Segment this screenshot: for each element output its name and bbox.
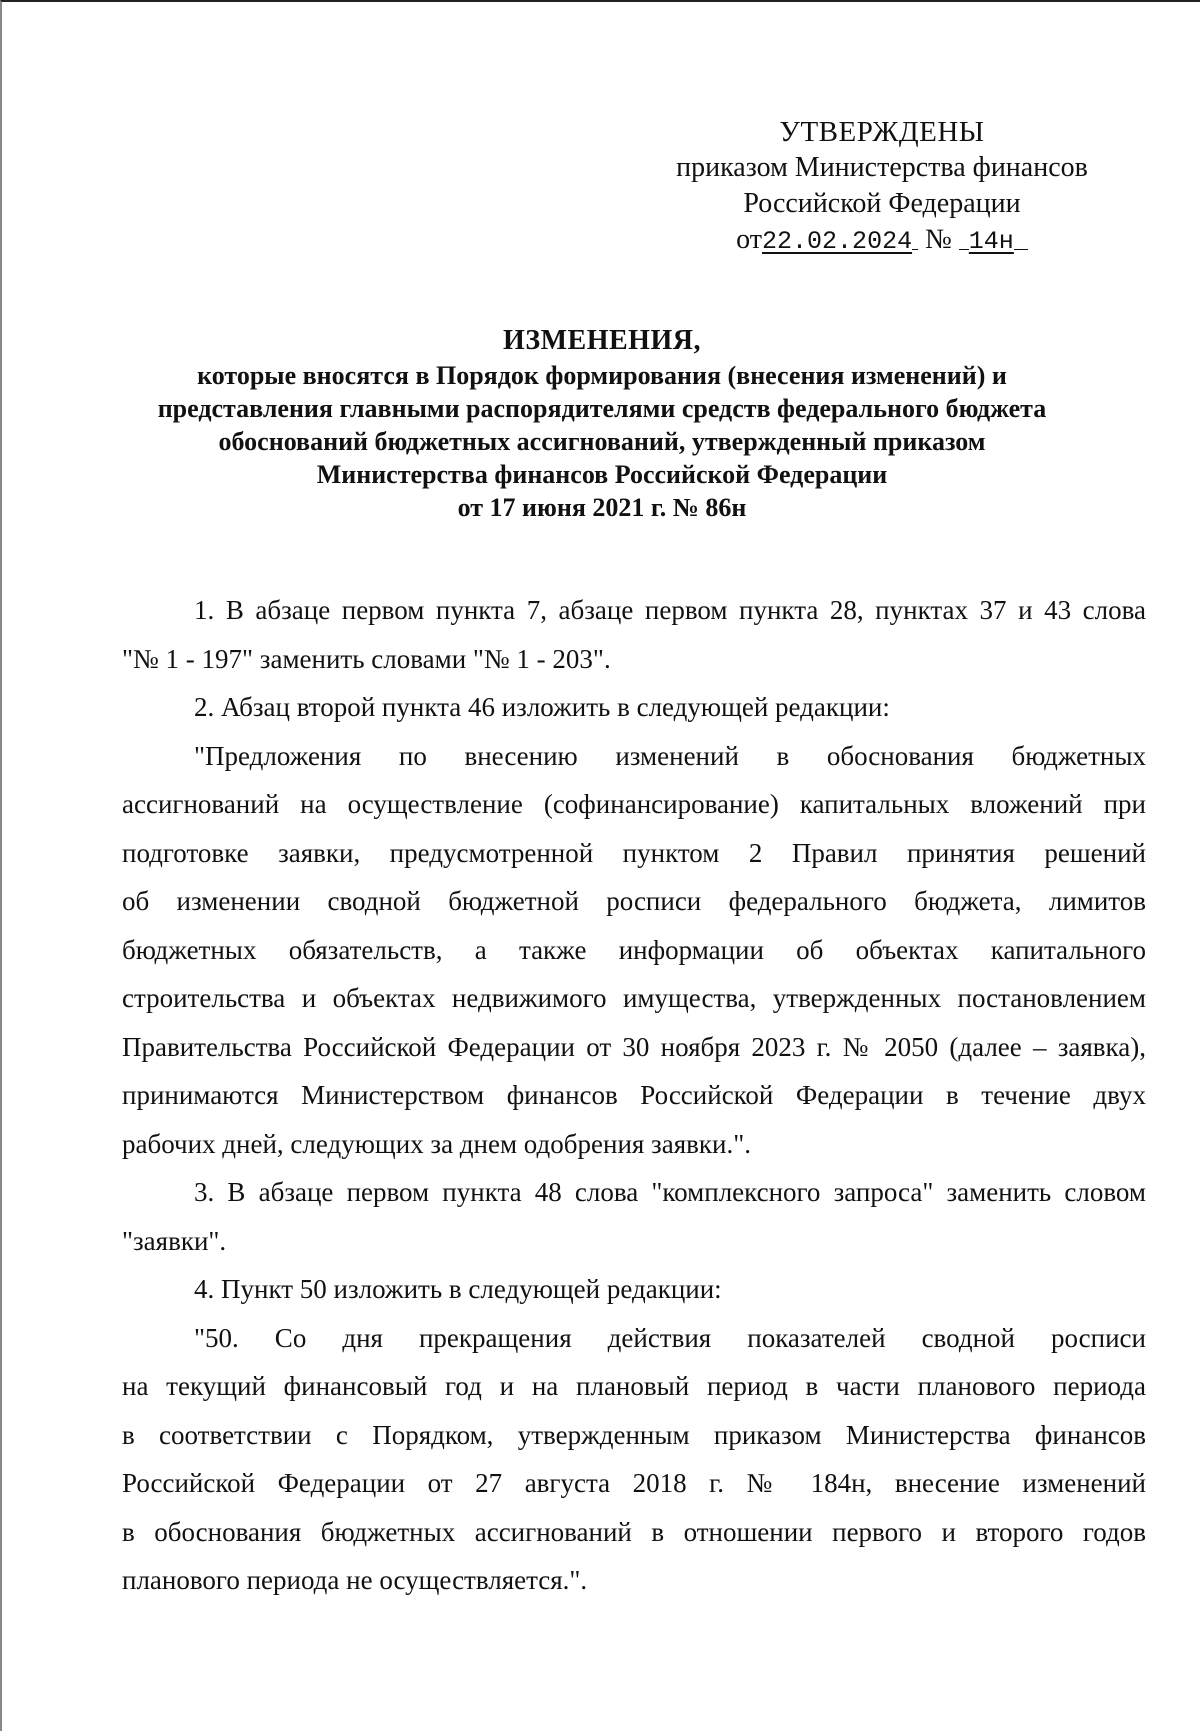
date-underline-pad: [912, 249, 918, 250]
paragraph-line: "№ 1 - 197" заменить словами "№ 1 - 203".: [122, 643, 611, 674]
paragraph-5: [122, 1265, 1146, 1314]
paragraph-line: рабочих дней, следующих за днем одобрения заявки.".: [122, 1128, 751, 1159]
paragraph-line: подготовке заявки, предусмотренной пунктом 2 Правил принятия решений: [122, 837, 1146, 868]
paragraph-1: [122, 586, 1146, 683]
approved-label: УТВЕРЖДЕНЫ: [779, 116, 985, 148]
title-heading: ИЗМЕНЕНИЯ,: [503, 325, 701, 356]
paragraph-3: [122, 732, 1146, 1169]
paragraph-line: 3. В абзаце первом пункта 48 слова "комплексного запроса" заменить словом: [194, 1177, 1146, 1207]
paragraph-line: об изменении сводной бюджетной росписи федерального бюджета, лимитов: [122, 886, 1146, 916]
paragraph-line: 4. Пункт 50 изложить в следующей редакции:: [194, 1274, 722, 1304]
paragraph-6: [122, 1314, 1146, 1605]
paragraph-line: ассигнований на осуществление (софинансирование) капитальных вложений при: [122, 789, 1146, 819]
title-line: Министерства финансов Российской Федерации: [316, 460, 888, 489]
paragraph-line: в соответствии с Порядком, утвержденным приказом Министерства финансов: [122, 1419, 1146, 1450]
document-title: [122, 324, 1082, 524]
approval-date-row: [642, 222, 1122, 260]
paragraph-line: 2. Абзац второй пункта 46 изложить в следующей редакции:: [194, 692, 890, 722]
date-prefix: от: [736, 224, 763, 255]
title-line: обоснований бюджетных ассигнований, утвержденный приказом: [218, 427, 986, 456]
paragraph-line: "50. Со дня прекращения действия показателей сводной росписи: [194, 1322, 1146, 1353]
number-underline-pad: [1014, 249, 1028, 250]
approved-by-order: приказом Министерства финансов: [676, 152, 1088, 183]
paragraph-line: в обоснования бюджетных ассигнований в отношении первого и второго годов: [122, 1516, 1146, 1547]
paragraph-line: бюджетных обязательств, а также информации об объектах капитального: [122, 934, 1146, 965]
document-body: [122, 586, 1146, 1605]
approval-date-value: 22.02.2024: [762, 227, 913, 256]
paragraph-line: планового периода не осуществляется.".: [122, 1565, 588, 1595]
title-line: от 17 июня 2021 г. № 86н: [457, 493, 747, 522]
approval-stamp-block: [642, 114, 1122, 260]
approval-number-value: 14н: [968, 227, 1014, 256]
paragraph-line: 1. В абзаце первом пункта 7, абзаце первом пункта 28, пунктах 37 и 43 слова: [194, 595, 1146, 625]
paragraph-line: "заявки".: [122, 1225, 227, 1256]
paragraph-4: [122, 1168, 1146, 1265]
paragraph-line: на текущий финансовый год и на плановый период в части планового периода: [122, 1371, 1146, 1401]
number-underline-lead: [959, 249, 969, 250]
paragraph-line: принимаются Министерством финансов Российской Федерации в течение двух: [122, 1080, 1146, 1110]
number-sign: №: [925, 224, 952, 255]
title-line: представления главными распорядителями средств федерального бюджета: [157, 394, 1047, 423]
paragraph-line: Российской Федерации от 27 августа 2018 г. № 184н, внесение изменений: [122, 1468, 1146, 1498]
paragraph-line: "Предложения по внесению изменений в обоснования бюджетных: [194, 740, 1146, 771]
paragraph-2: [122, 683, 1146, 732]
paragraph-line: строительства и объектах недвижимого имущества, утвержденных постановлением: [122, 983, 1146, 1013]
paragraph-line: Правительства Российской Федерации от 30 ноября 2023 г. № 2050 (далее – заявка),: [122, 1031, 1146, 1062]
approved-federation: Российской Федерации: [743, 188, 1021, 219]
title-line: которые вносятся в Порядок формирования (внесения изменений) и: [197, 361, 1007, 390]
